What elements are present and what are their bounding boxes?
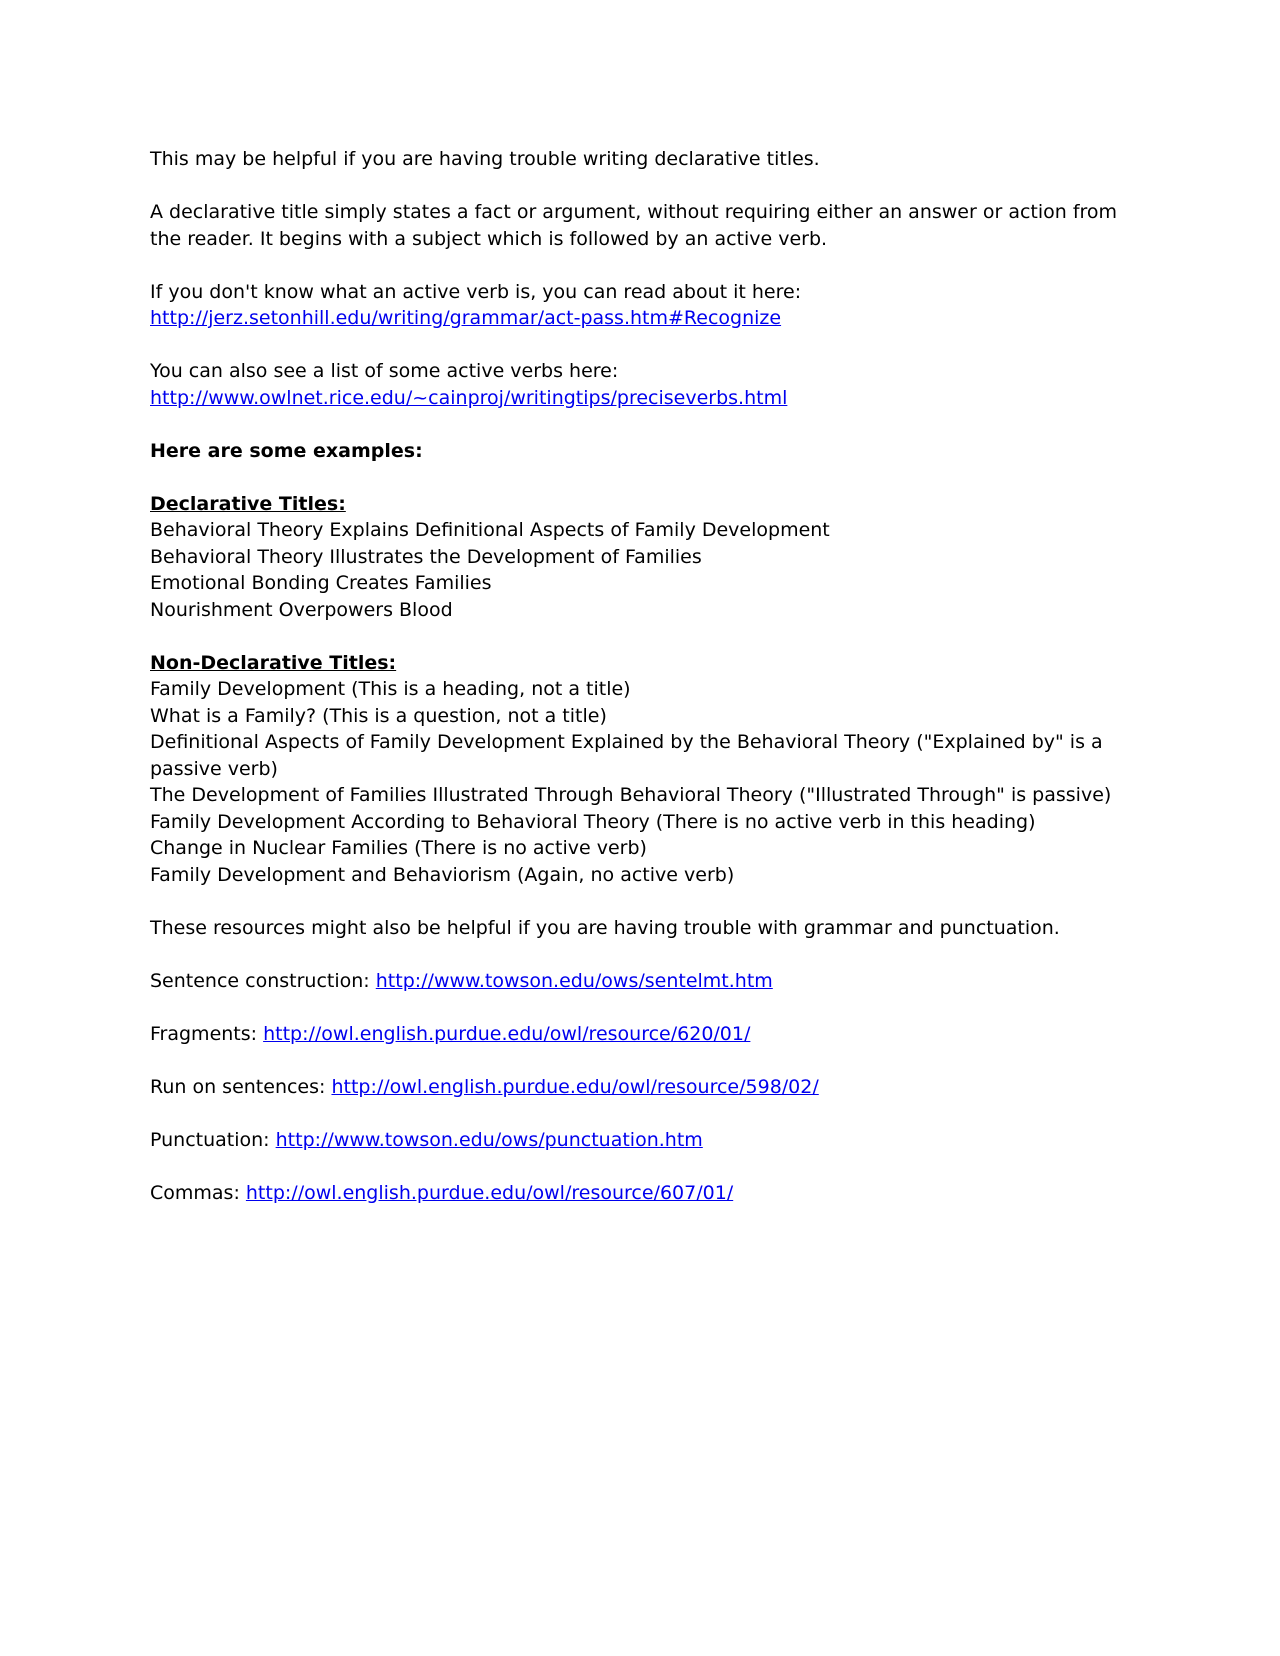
declarative-item: Emotional Bonding Creates Families [150,572,492,594]
active-verb-text: If you don't know what an active verb is, you can read about it here: [150,280,802,303]
resource-run-on [150,1074,1130,1101]
resource-label: Fragments: [150,1022,264,1045]
resource-link[interactable]: http://owl.english.purdue.edu/owl/resource/607/01/ [245,1181,734,1204]
non-declarative-item: Family Development (This is a heading, not a title) [150,678,631,700]
declarative-item: Behavioral Theory Explains Definitional Aspects of Family Development [150,519,830,541]
non-declarative-item: Family Development According to Behavioral Theory (There is no active verb in this heading) [150,810,1036,833]
definition-paragraph: A declarative title simply states a fact or argument, without requiring either an answer or action from the reader. It begins with a subject which is followed by an active verb. [150,201,1118,250]
examples-heading: Here are some examples: [150,439,423,462]
resource-label: Sentence construction: [150,969,376,992]
non-declarative-heading: Non-Declarative Titles: [150,651,397,674]
non-declarative-item: The Development of Families Illustrated Through Behavioral Theory ("Illustrated Through" is passive) [150,784,1112,806]
non-declarative-item: Change in Nuclear Families (There is no active verb) [150,837,647,859]
non-declarative-item: What is a Family? (This is a question, not a title) [150,704,607,727]
declarative-heading: Declarative Titles: [150,492,346,515]
resource-link[interactable]: http://www.towson.edu/ows/sentelmt.htm [375,969,773,992]
non-declarative-item: Family Development and Behaviorism (Again, no active verb) [150,863,735,886]
declarative-item: Behavioral Theory Illustrates the Development of Families [150,545,702,568]
active-verb-paragraph [150,279,1130,332]
non-declarative-item: Definitional Aspects of Family Development Explained by the Behavioral Theory ("Explained by" is a passive verb) [150,731,1103,780]
verb-list-text: You can also see a list of some active verbs here: [150,360,619,382]
non-declarative-section [150,650,1130,889]
resource-link[interactable]: http://www.towson.edu/ows/punctuation.htm [275,1128,703,1151]
resources-intro: These resources might also be helpful if you are having trouble with grammar and punctuation. [150,916,1060,939]
active-verb-link[interactable]: http://jerz.setonhill.edu/writing/grammar/act-pass.htm#Recognize [150,307,782,329]
resource-label: Commas: [150,1181,246,1204]
document-page [150,146,1130,1233]
verb-list-link[interactable]: http://www.owlnet.rice.edu/~cainproj/writingtips/preciseverbs.html [150,386,788,409]
resource-fragments [150,1021,1130,1048]
declarative-section [150,491,1130,624]
resource-sentence-construction [150,968,1130,995]
resource-link[interactable]: http://owl.english.purdue.edu/owl/resource/598/02/ [331,1075,819,1098]
resource-commas [150,1180,1130,1207]
resource-label: Punctuation: [150,1128,276,1151]
verb-list-paragraph [150,358,1130,411]
resource-link[interactable]: http://owl.english.purdue.edu/owl/resource/620/01/ [263,1022,751,1045]
resource-punctuation [150,1127,1130,1154]
declarative-item: Nourishment Overpowers Blood [150,598,453,621]
resource-label: Run on sentences: [150,1075,332,1098]
intro-paragraph: This may be helpful if you are having trouble writing declarative titles. [150,148,820,170]
